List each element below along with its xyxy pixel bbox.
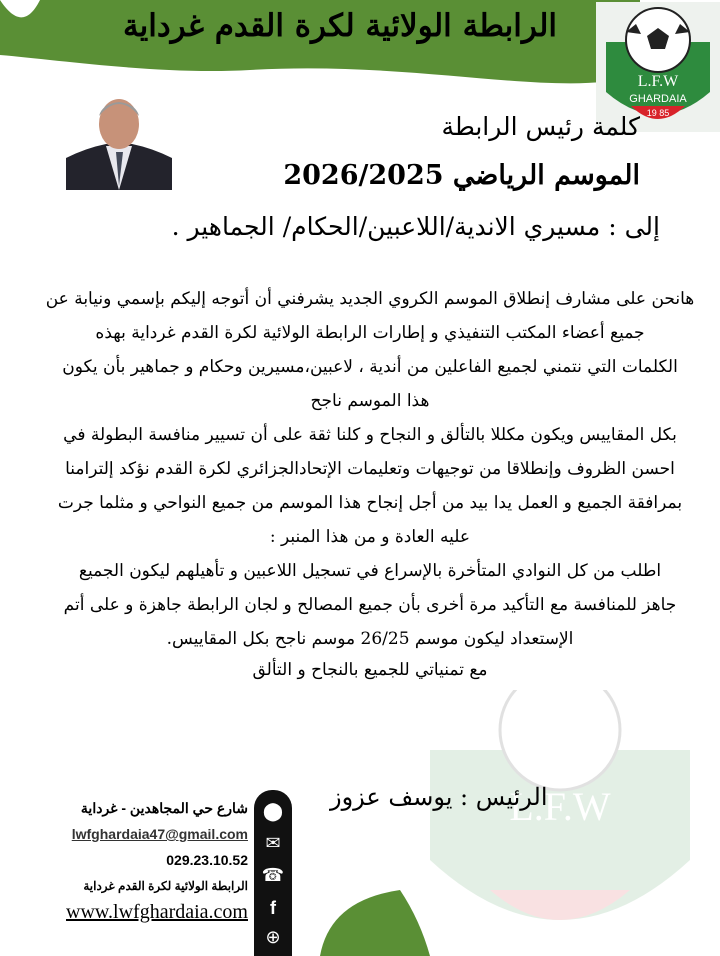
body-line: هذا الموسم ناجح (310, 391, 430, 411)
president-photo (66, 96, 172, 190)
svg-text:GHARDAIA: GHARDAIA (629, 93, 687, 105)
body-line: بكل المقاييس ويكون مكللا بالتألق و النجاح و كلنا ثقة على أن تسيير منافسة البطولة في (63, 425, 677, 445)
location-pin-icon: ⬤ (262, 801, 284, 822)
email-icon: ✉ (265, 833, 281, 854)
website-link[interactable]: www.lwfghardaia.com (66, 901, 248, 923)
body-line: هانحن على مشارف إنطلاق الموسم الكروي الجديد يشرفني أن أتوجه إليكم بإسمي ونيابة عن (45, 289, 695, 309)
green-corner-shape (310, 890, 430, 956)
body-line: احسن الظروف وإنطلاقا من توجيهات وتعليمات الإتحادالجزائري لكرة القدم نؤكد إلترامنا (65, 459, 675, 479)
contact-icon-bar (254, 790, 292, 956)
fax-icon: ☎ (261, 865, 285, 886)
watermark-logo (400, 690, 720, 950)
contact-info (8, 795, 248, 925)
svg-text:L.F.W: L.F.W (509, 784, 611, 829)
league-title: الرابطة الولائية لكرة القدم غرداية (122, 8, 558, 44)
body-line: الكلمات التي نتمني لجميع الفاعلين من أندية ، لاعبين،مسيرين وحكام و جماهير بأن يكون (62, 357, 678, 377)
svg-text:L.F.W: L.F.W (637, 73, 679, 90)
letter-body (40, 282, 700, 684)
facebook-icon: f (270, 898, 276, 918)
heading-title: كلمة رئيس الرابطة (441, 112, 640, 141)
phone: 029.23.10.52 (166, 852, 248, 868)
body-line: جميع أعضاء المكتب التنفيذي و إطارات الرابطة الولائية لكرة القدم غرداية بهذه (95, 323, 645, 343)
globe-icon: ⊕ (265, 927, 281, 948)
heading-recipients: إلى : مسيري الاندية/اللاعبين/الحكام/ الجماهير . (171, 212, 660, 241)
body-line: جاهز للمنافسة مع التأكيد مرة أخرى بأن جميع المصالح و لجان الرابطة جاهزة و على أتم (63, 595, 677, 615)
body-line: الإستعداد ليكون موسم 26/25 موسم ناجح بكل المقاييس. (166, 629, 574, 649)
email-link[interactable]: lwfghardaia47@gmail.com (71, 826, 248, 842)
facebook-page[interactable]: الرابطة الولائية لكرة القدم غرداية (83, 879, 248, 893)
body-line: عليه العادة و من هذا المنبر : (269, 527, 471, 547)
heading-season: الموسم الرياضي 2026/2025 (283, 160, 640, 191)
body-line: مع تمنياتي للجميع بالنجاح و التألق (252, 660, 488, 680)
signature: الرئيس : يوسف عزوز (330, 783, 548, 811)
body-line: اطلب من كل النوادي المتأخرة بالإسراع في تسجيل اللاعبين و تأهيلهم ليكون الجميع (78, 561, 662, 581)
body-line: بمرافقة الجميع و العمل يدا بيد من أجل إنجاح هذا الموسم من جميع النواحي و مثلما جرت (57, 493, 683, 513)
address: شارع حي المجاهدين - غرداية (80, 800, 248, 816)
svg-text:19 85: 19 85 (646, 108, 670, 118)
